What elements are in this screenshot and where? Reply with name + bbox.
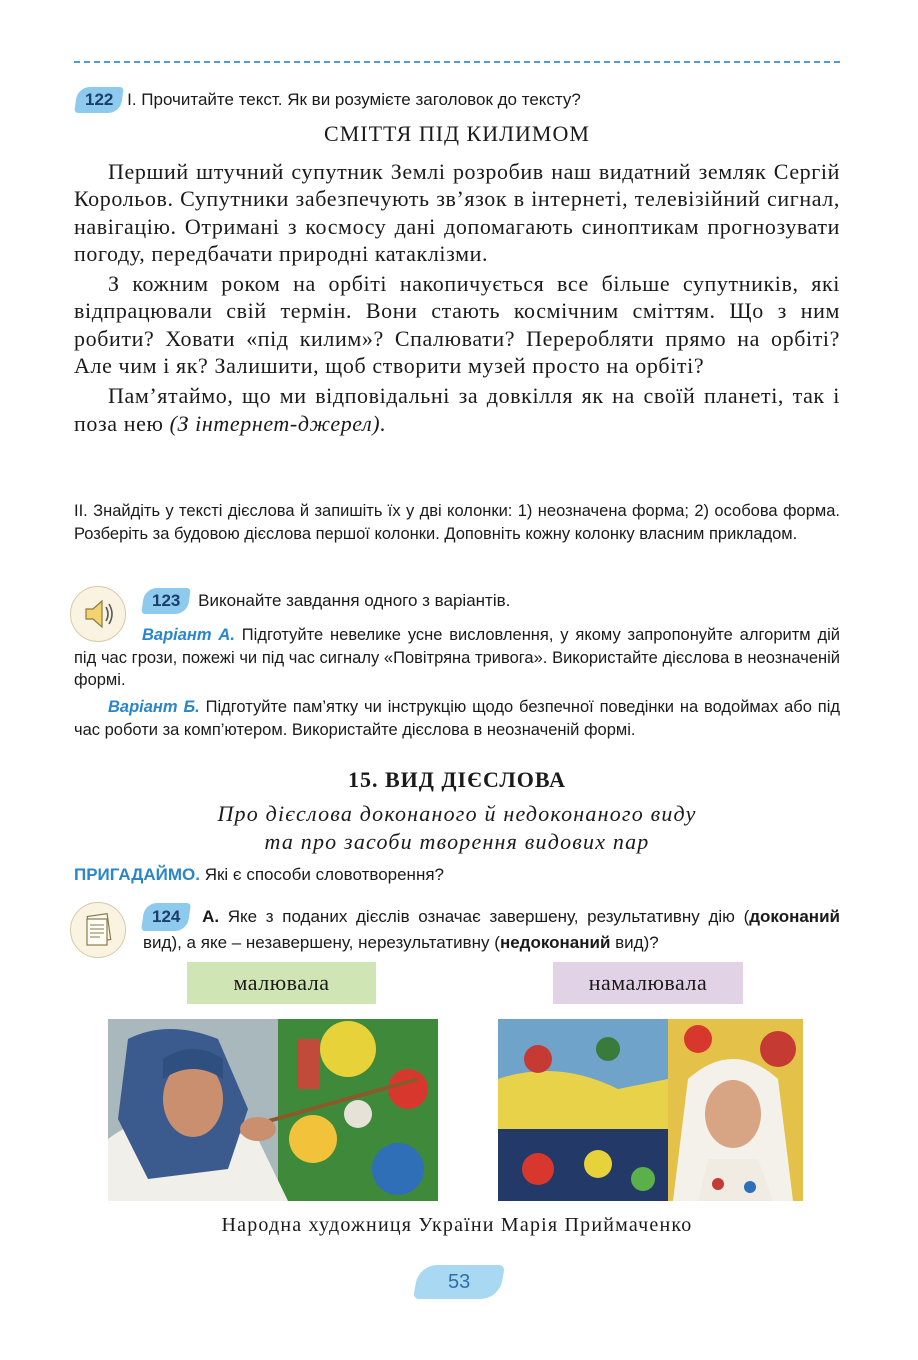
word-card-malyuvala: малювала	[187, 962, 376, 1004]
text-title: СМІТТЯ ПІД КИЛИМОМ	[324, 121, 590, 146]
remember-text: Які є способи словотворення?	[204, 865, 444, 884]
variant-b	[74, 696, 840, 741]
exercise-number-badge: 123	[141, 588, 191, 614]
photo-artist-painting	[108, 1019, 438, 1201]
variant-b-text: Підготуйте пам’ятку чи інструкцію щодо безпечної поведінки на водоймах або під час роботи за комп’ютером. Використайте дієслова в неозначеній формі.	[74, 698, 840, 739]
page-number-badge	[413, 1265, 505, 1299]
section-subtitle: Про дієслова доконаного й недоконаного виду та про засоби творення видових пар	[217, 801, 697, 854]
exercise-number-badge: 124	[141, 903, 191, 931]
top-dashed-divider	[74, 61, 840, 63]
remember-label: ПРИГАДАЙМО.	[74, 865, 200, 884]
exercise-number-badge: 122	[74, 87, 124, 113]
paragraph-3: Пам’ятаймо, що ми відповідальні за довкілля як на своїй планеті, так і поза нею (З інтернет-джерел).	[74, 383, 840, 436]
variant-a-label: Варіант А.	[142, 626, 235, 644]
exercise-123-task	[143, 588, 510, 614]
reading-text	[74, 158, 840, 437]
exercise-122-instruction: І. Прочитайте текст. Як ви розумієте заголовок до тексту?	[127, 90, 581, 109]
page-number: 53	[447, 1271, 471, 1293]
variant-a-text: Підготуйте невелике усне висловлення, у якому запропонуйте алгоритм дій під час грози, пожежі чи під час сигналу «Повітряна тривога». Використайте дієслова в неозначеній формі.	[74, 626, 840, 689]
exercise-122-task	[76, 87, 856, 113]
paragraph-2: З кожним роком на орбіті накопичується все більше супутників, які відпрацювали свій термін. Вони стають космічним сміттям. Що з ним робити? Ховати «під килим»? Спалювати? Переробляти прямо на орбіті? Але чим і як? Залишити, щоб створити музей просто на орбіті?	[74, 271, 840, 379]
text-source: (З інтернет-джерел).	[169, 410, 387, 436]
word-card-namalyuvala: намалювала	[553, 962, 743, 1004]
photo-caption: Народна художниця України Марія Приймаченко	[221, 1214, 693, 1236]
exercise-124-task: 124 А. Яке з поданих дієслів означає завершену, результативну дію (доконаний вид), а яке – незавершену, нерезультативну (недоконаний вид)?	[143, 903, 840, 955]
remember-prompt	[74, 865, 444, 885]
document-icon	[70, 902, 126, 958]
exercise-122-task-2: ІІ. Знайдіть у тексті дієслова й запишіть їх у дві колонки: 1) неозначена форма; 2) особова форма. Розберіть за будовою дієслова першої колонки. Доповніть кожну колонку власним прикладом.	[74, 502, 840, 543]
task-part-label: А.	[202, 907, 220, 926]
photo-artist-portrait	[498, 1019, 803, 1201]
section-title: 15. ВИД ДІЄСЛОВА	[347, 767, 567, 792]
paragraph-1: Перший штучний супутник Землі розробив наш видатний земляк Сергій Корольов. Супутники забезпечують зв’язок в інтернеті, телевізійний сигнал, навігацію. Отримані з космосу дані допомагають синоптикам прогнозувати погоду, передбачати природні катаклізми.	[74, 159, 840, 266]
variant-b-label: Варіант Б.	[108, 698, 200, 716]
exercise-123-instruction: Виконайте завдання одного з варіантів.	[198, 591, 511, 610]
variant-a	[74, 624, 840, 692]
